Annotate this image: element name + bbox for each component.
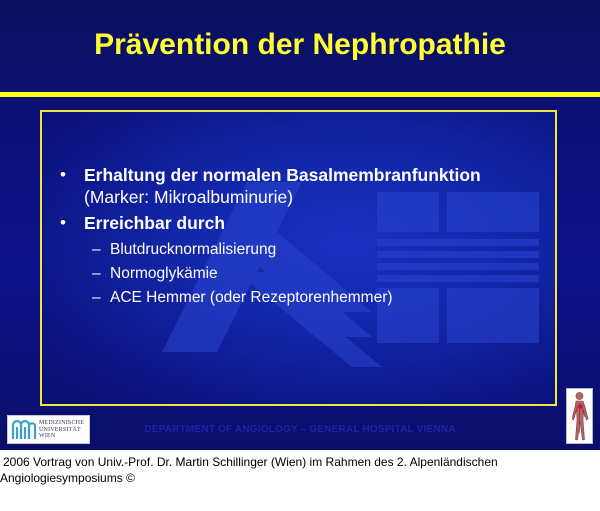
bullet-list xyxy=(58,164,548,310)
human-circulatory-system-icon xyxy=(566,388,593,444)
bullet-label: Erhaltung der normalen Basalmembranfunktion xyxy=(84,165,481,185)
caption-line-2: Angiologiesymposiums © xyxy=(0,471,135,485)
caption-line-1: 2006 Vortrag von Univ.-Prof. Dr. Martin Schillinger (Wien) im Rahmen des 2. Alpenländischen xyxy=(3,455,498,469)
title-divider xyxy=(0,92,600,97)
sub-bullet-item xyxy=(58,286,548,310)
bullet-item xyxy=(58,212,548,234)
slide-title: Prävention der Nephropathie xyxy=(94,28,506,61)
sub-bullet-label: ACE Hemmer (oder Rezeptorenhemmer) xyxy=(110,289,393,306)
slide-caption xyxy=(0,454,600,486)
bullet-icon: • xyxy=(60,165,66,184)
sub-bullet-label: Blutdrucknormalisierung xyxy=(110,241,277,258)
dash-icon: – xyxy=(92,289,101,306)
sub-bullet-label: Normoglykämie xyxy=(110,265,218,282)
bullet-subtext: (Marker: Mikroalbuminurie) xyxy=(84,187,294,207)
dash-icon: – xyxy=(92,265,101,282)
sub-bullet-item xyxy=(58,262,548,286)
bullet-item xyxy=(58,164,548,208)
muw-logo-icon xyxy=(11,419,37,441)
logo-text: MEDIZINISCHE UNIVERSITÄT WIEN xyxy=(39,420,85,439)
department-footer-text: DEPARTMENT OF ANGIOLOGY – GENERAL HOSPITAL VIENNA xyxy=(144,424,456,435)
bullet-label: Erreichbar durch xyxy=(84,213,226,233)
dash-icon: – xyxy=(92,241,101,258)
bullet-icon: • xyxy=(60,213,66,232)
content-box xyxy=(40,110,557,406)
medical-university-vienna-logo xyxy=(7,415,90,444)
sub-bullet-item xyxy=(58,238,548,262)
